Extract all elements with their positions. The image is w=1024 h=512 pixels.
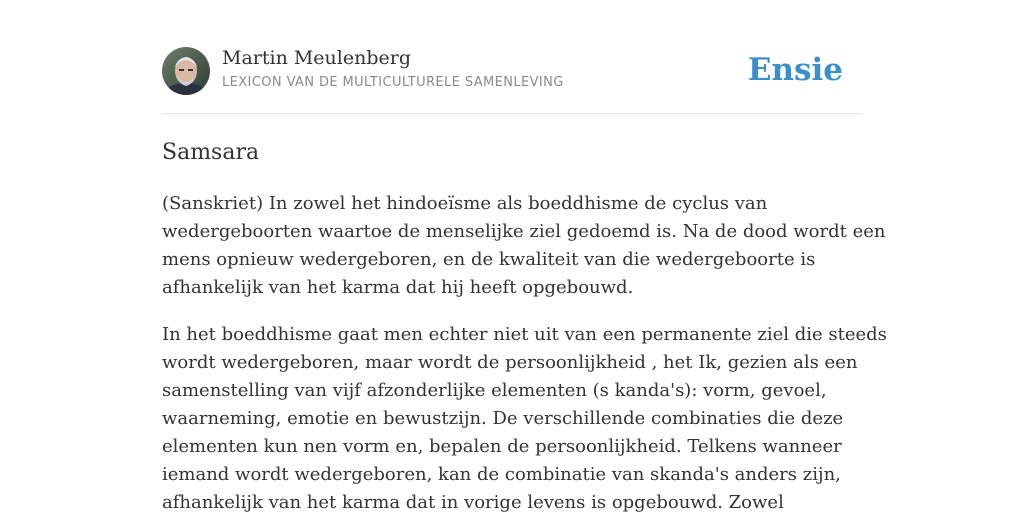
article-body: [162, 190, 887, 512]
text-line: afhankelijk van het karma dat hij heeft opgebouwd.: [162, 277, 634, 298]
text-line: In het boeddhisme gaat men echter niet uit van een permanente ziel die steeds: [162, 324, 887, 345]
paragraph: [162, 321, 887, 512]
text-line: waarneming, emotie en bewustzijn. De verschillende combinaties die deze: [162, 408, 844, 429]
text-line: mens opnieuw wedergeboren, en de kwaliteit van die wedergeboorte is: [162, 249, 816, 270]
text-line: wedergeboorten waartoe de menselijke ziel gedoemd is. Na de dood wordt een: [162, 221, 886, 242]
article-container: [162, 0, 887, 512]
text-line: (Sanskriet) In zowel het hindoeïsme als boeddhisme de cyclus van: [162, 193, 768, 214]
ensie-logo[interactable]: Ensie: [747, 52, 843, 88]
text-line: samenstelling van vijf afzonderlijke elementen (s kanda's): vorm, gevoel,: [162, 380, 827, 401]
article-header: [162, 0, 862, 114]
article-title: Samsara: [162, 140, 260, 165]
paragraph: [162, 190, 886, 302]
publication-name[interactable]: LEXICON VAN DE MULTICULTURELE SAMENLEVING: [222, 75, 564, 90]
text-line: iemand wordt wedergeboren, kan de combinatie van skanda's anders zijn,: [162, 464, 841, 485]
text-line: elementen kun nen vorm en, bepalen de persoonlijkheid. Telkens wanneer: [162, 436, 842, 457]
text-line: wordt wedergeboren, maar wordt de persoonlijkheid , het Ik, gezien als een: [162, 352, 858, 373]
author-name[interactable]: Martin Meulenberg: [222, 47, 411, 69]
text-line: afhankelijk van het karma dat in vorige levens is opgebouwd. Zowel: [162, 492, 784, 512]
author-avatar[interactable]: [162, 47, 210, 95]
